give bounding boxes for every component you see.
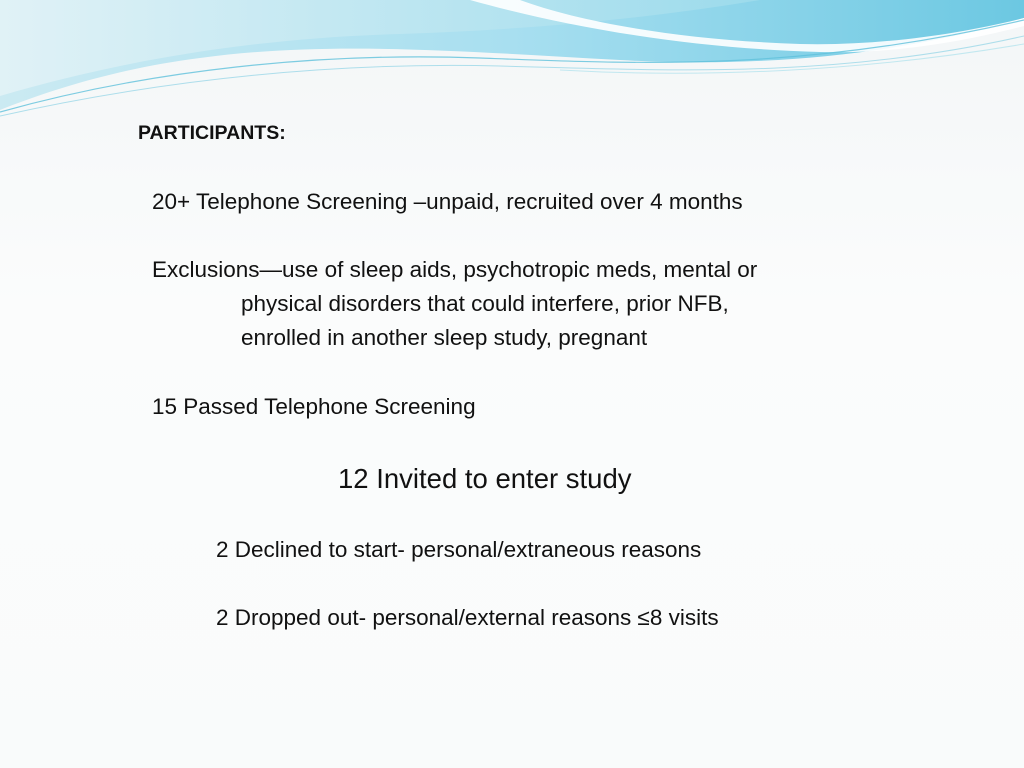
line-telephone-screening: 20+ Telephone Screening –unpaid, recruited over 4 months [152,189,743,214]
slide-heading: PARTICIPANTS: [138,122,286,144]
line-exclusions-cont-1: physical disorders that could interfere, prior NFB, [241,291,729,316]
line-declined: 2 Declined to start- personal/extraneous reasons [216,537,702,562]
line-dropped-out: 2 Dropped out- personal/external reasons ≤8 visits [216,605,719,630]
line-invited: 12 Invited to enter study [338,463,632,494]
line-exclusions-cont-2: enrolled in another sleep study, pregnant [241,325,648,350]
header-wave-decoration [0,0,1024,120]
line-passed-screening: 15 Passed Telephone Screening [152,394,476,419]
line-exclusions: Exclusions—use of sleep aids, psychotropic meds, mental or [152,257,758,282]
